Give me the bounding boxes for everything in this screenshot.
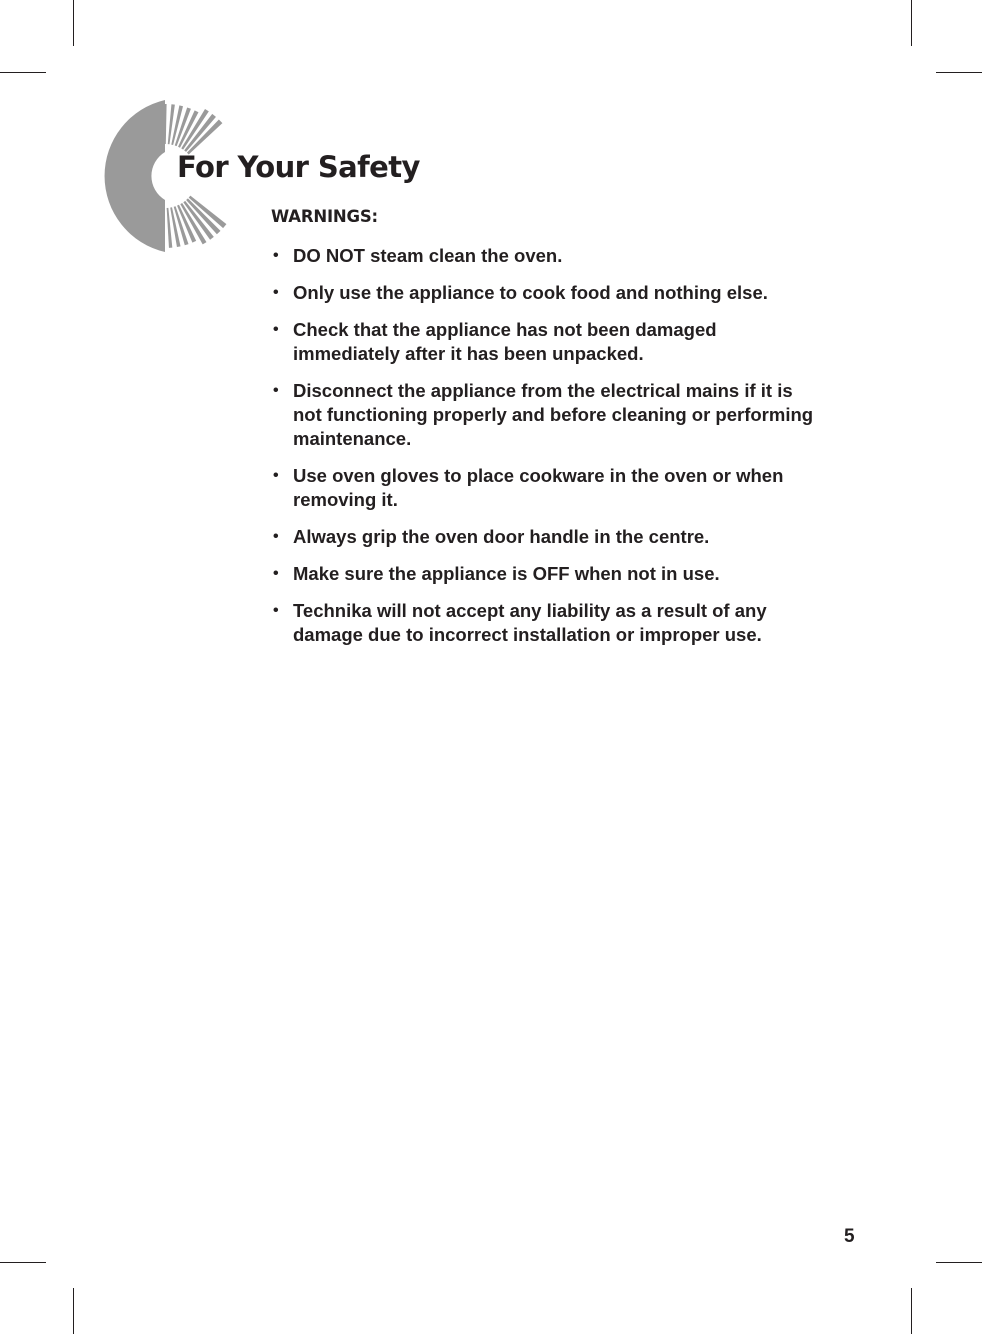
warning-text-line: immediately after it has been unpacked. (293, 343, 644, 364)
warning-text-line: removing it. (293, 489, 398, 510)
crop-mark (73, 1288, 74, 1334)
bullet-icon: • (273, 382, 279, 399)
warning-text-line: DO NOT steam clean the oven. (293, 245, 563, 266)
crop-mark (911, 1288, 912, 1334)
bullet-icon: • (273, 528, 279, 545)
warning-text-line: Use oven gloves to place cookware in the oven or when (293, 465, 784, 486)
warning-item (271, 599, 871, 647)
warning-item (271, 379, 871, 451)
crop-mark (73, 0, 74, 46)
bullet-icon: • (273, 284, 279, 301)
crop-mark (936, 1262, 982, 1263)
crop-mark (911, 0, 912, 46)
page-title: For Your Safety (177, 150, 420, 184)
crop-mark (936, 72, 982, 73)
warning-text-line: Only use the appliance to cook food and nothing else. (293, 282, 768, 303)
crop-mark (0, 72, 46, 73)
warning-text-line: maintenance. (293, 428, 412, 449)
warning-text-line: not functioning properly and before cleaning or performing (293, 404, 814, 425)
warning-text-line: Disconnect the appliance from the electrical mains if it is (293, 380, 793, 401)
warning-item (271, 318, 871, 366)
bullet-icon: • (273, 321, 279, 338)
warning-text-line: damage due to incorrect installation or improper use. (293, 624, 762, 645)
bullet-icon: • (273, 247, 279, 264)
warning-item (271, 281, 871, 305)
bullet-icon: • (273, 467, 279, 484)
warning-item (271, 525, 871, 549)
warnings-list (271, 244, 871, 660)
warning-item (271, 562, 871, 586)
warning-text-line: Check that the appliance has not been damaged (293, 319, 717, 340)
page-number: 5 (844, 1226, 855, 1247)
warning-text-line: Always grip the oven door handle in the centre. (293, 526, 710, 547)
warning-item (271, 244, 871, 268)
bullet-icon: • (273, 602, 279, 619)
warning-text-line: Make sure the appliance is OFF when not in use. (293, 563, 720, 584)
warnings-heading: WARNINGS: (271, 207, 378, 226)
bullet-icon: • (273, 565, 279, 582)
warning-item (271, 464, 871, 512)
crop-mark (0, 1262, 46, 1263)
warning-text-line: Technika will not accept any liability as a result of any (293, 600, 767, 621)
